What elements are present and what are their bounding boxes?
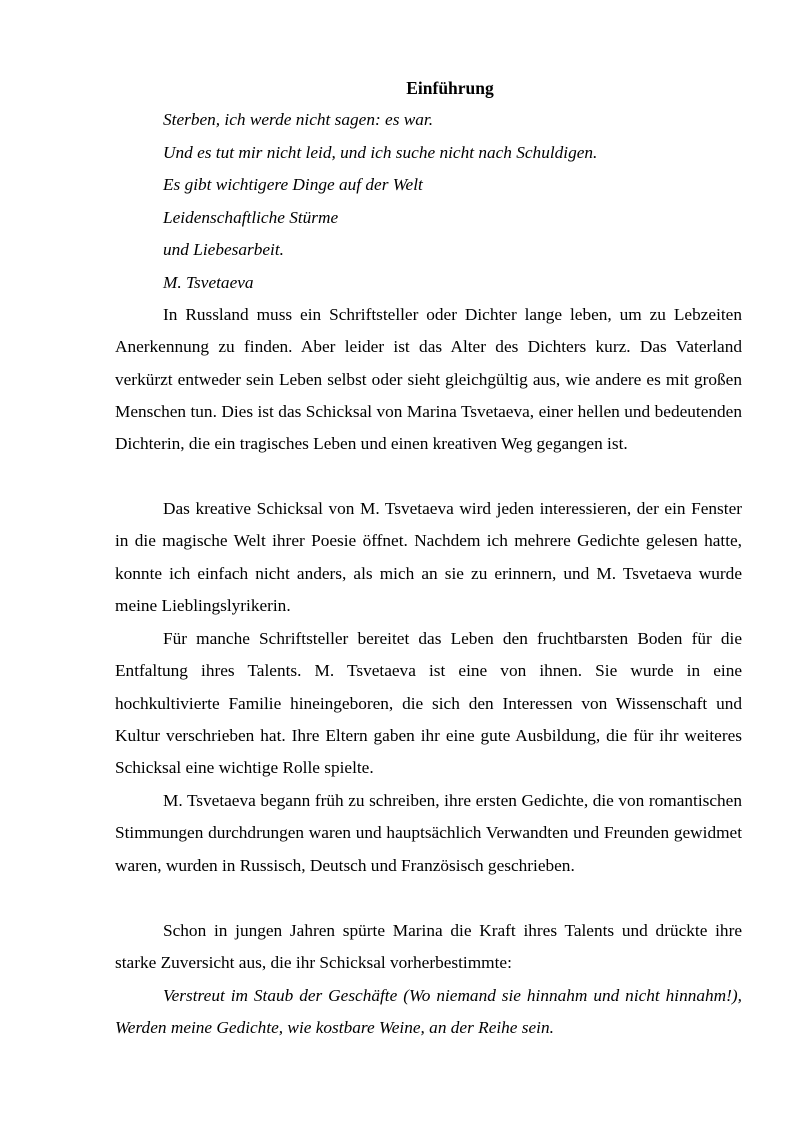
epigraph-line: Leidenschaftliche Stürme xyxy=(163,208,339,227)
body-paragraph: Für manche Schriftsteller bereitet das Leben den fruchtbarsten Boden für die Entfaltung ihres Talents. M. Tsvetaeva ist eine von ihnen. Sie wurde in eine hochkultivierte Familie hineingeboren, die sich den Interessen von Wissenschaft und Kultur verschrieben hat. Ihre Eltern gaben ihr eine gute Ausbildung, die für ihr weiteres Schicksal eine wichtige Rolle spielte. xyxy=(115,629,742,778)
body-paragraph: In Russland muss ein Schriftsteller oder Dichter lange leben, um zu Lebzeiten Anerkennung zu finden. Aber leider ist das Alter des Dichters kurz. Das Vaterland verkürzt entweder sein Leben selbst oder sieht gleichgültig aus, wie andere es mit großen Menschen tun. Dies ist das Schicksal von Marina Tsvetaeva, einer hellen und bedeutenden Dichterin, die ein tragisches Leben und einen kreativen Weg gegangen ist. xyxy=(115,305,742,454)
quoted-verse-paragraph: Verstreut im Staub der Geschäfte (Wo niemand sie hinnahm und nicht hinnahm!), Werden meine Gedichte, wie kostbare Weine, an der Reihe sein. xyxy=(115,986,742,1038)
epigraph-line: Sterben, ich werde nicht sagen: es war. xyxy=(163,110,434,129)
body-paragraph: Schon in jungen Jahren spürte Marina die Kraft ihres Talents und drückte ihre starke Zuversicht aus, die ihr Schicksal vorherbestimmte: xyxy=(115,921,742,973)
body-paragraph: M. Tsvetaeva begann früh zu schreiben, ihre ersten Gedichte, die von romantischen Stimmungen durchdrungen waren und hauptsächlich Verwandten und Freunden gewidmet waren, wurden in Russisch, Deutsch und Französisch geschrieben. xyxy=(115,791,742,875)
body-paragraph: Das kreative Schicksal von M. Tsvetaeva wird jeden interessieren, der ein Fenster in die magische Welt ihrer Poesie öffnet. Nachdem ich mehrere Gedichte gelesen hatte, konnte ich einfach nicht anders, als mich an sie zu erinnern, und M. Tsvetaeva wurde meine Lieblingslyrikerin. xyxy=(115,499,742,615)
epigraph-line: und Liebesarbeit. xyxy=(163,240,284,259)
epigraph-line: Und es tut mir nicht leid, und ich suche nicht nach Schuldigen. xyxy=(163,143,598,162)
page-title: Einführung xyxy=(406,78,494,98)
epigraph-author: M. Tsvetaeva xyxy=(163,273,254,292)
epigraph-line: Es gibt wichtigere Dinge auf der Welt xyxy=(163,175,423,194)
